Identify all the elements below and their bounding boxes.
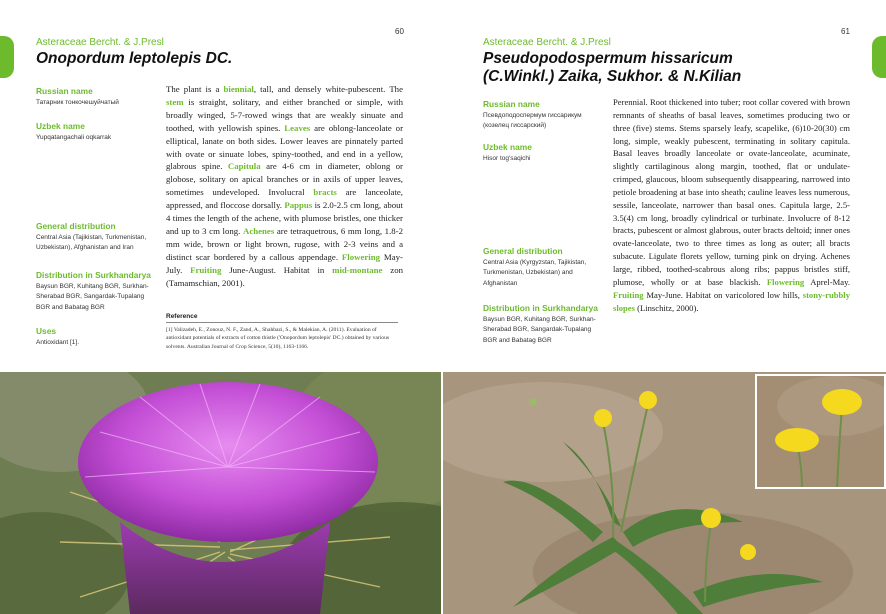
description-right-text: (Linschitz, 2000). (634, 302, 699, 313)
description-left-keyword: biennial (223, 84, 254, 94)
reference-title: Reference (166, 313, 198, 320)
description-left-text: are oblong-lanceolate or elliptical, lanate on both sides. Lower leaves are pinnately parted with ovate or sinuate lobes, spiny-toothed, and end in a yellow, glabrous spine. (166, 122, 404, 172)
left-page-tab (0, 36, 14, 78)
description-left-text: The plant is a (166, 84, 224, 94)
family-name-left: Asteraceae Bercht. & J.Presl (36, 37, 164, 48)
uzbek-name-label-left: Uzbek name (36, 121, 85, 131)
general-distribution-right: Central Asia (Kyrgyzstan, Tajikistan, Turkmenistan, Uzbekistan) and Afghanistan (483, 259, 587, 287)
description-left-text: is 2.0-2.5 cm long, about 4 times the length of the achene, with plumose bristles, one thicker and up to 3 cm long. (166, 200, 403, 236)
species-title-right: Pseudopodospermum hissaricum (C.Winkl.) Zaika, Sukhor. & N.Kilian (483, 50, 742, 85)
page-number-left: 60 (395, 27, 404, 36)
page-number-right: 61 (841, 27, 850, 36)
description-left-keyword: Flowering (341, 251, 381, 262)
description-left-keyword: Leaves (284, 122, 311, 133)
description-right-text: Aprel-May. (804, 276, 850, 287)
description-left-keyword: stem (166, 96, 184, 107)
description-left-keyword: mid-montane (332, 264, 383, 275)
uses-label: Uses (36, 326, 57, 336)
description-right-text: May-June. Habitat on varicolored low hills, (643, 289, 803, 300)
flower-closeup-illustration (757, 376, 884, 487)
family-name-right: Asteraceae Bercht. & J.Presl (483, 37, 611, 48)
reference-divider (166, 322, 398, 323)
description-left-keyword: Capitula (227, 161, 261, 172)
description-left-text: June-August. Habitat in (221, 264, 333, 275)
uzbek-name-right: Hisor tog'saqichi (483, 155, 531, 162)
reference-text: [1] Valizadeh, E., Zonouz, N. F., Zand, A., Shahbazi, S., & Malekian, A. (2011). Evaluation of antioxidant potentials of extracts of cotton thistle ('Onopordum leptolepis' DC.) obtained by various solvents. Australian Journal of Crop Science, 5(10), 1163-1166. (166, 327, 390, 350)
left-page (0, 0, 443, 372)
russian-name-right: Псевдоподоспермум гиссарикум (козелец гиссарский) (483, 112, 582, 130)
description-left-keyword: Fruiting (190, 264, 222, 275)
surkhandarya-distribution-right: Baysun BGR, Kuhitang BGR, Surkhan- Sherabad BGR, Sangardak-Tupalang BGR and Babatag BGR (483, 316, 596, 344)
description-right-text: Perennial. Root thickened into tuber; root collar covered with brown remnants of sheaths of basal leaves, sometimes producing two or three (five) stems. Stems sparsely leafy, scapelike, (6)10-20(30) cm long, simple, weakly pubescent, terminating in solitary capitula. Basal leaves broadly lanceolate or ovate-lanceolate, acuminate, slightly cartilaginous along margin, toothed, flat or undulate-crimped, glaucous, bloom subsequently disappearing, narrowed into petiole broadening at base into sheath; cauline leaves less numerous, sessile, lanceolate, narrower than basal ones. Capitula large, 2.5-3.5(4) cm long, broadly cylindrical or turbinate. Involucre of 8-12 bracts, pubescent or almost glabrous, outer bracts deltoid; inner ones ovate-lanceolate, two to three times as long as outer; all bracts subacute. Ligulate florets yellow, turning pink on drying. Achenes large, ribbed, toothed-scabrous along ribs; pappus bristles stiff, plumose, wholly or at base blackish. (613, 97, 850, 287)
right-page-tab (872, 36, 886, 78)
description-left-keyword: Achenes (242, 225, 275, 236)
description-right-keyword: Flowering (766, 276, 805, 287)
species-title-left: Onopordum leptolepis DC. (36, 50, 233, 67)
general-distribution-label-left: General distribution (36, 221, 116, 231)
russian-name-left: Татарник тонкочешуйчатый (36, 99, 119, 106)
description-left-text: May-July. (166, 251, 403, 275)
description-left-keyword: Pappus (284, 200, 313, 211)
description-right-keyword: stony-rubbly slopes (613, 289, 850, 313)
uzbek-name-left: Yupqatangachali oqkarrak (36, 134, 112, 141)
uzbek-name-label-right: Uzbek name (483, 142, 532, 152)
description-left-text: are lanceolate, appressed, and floccose dorsally. (166, 187, 403, 211)
description-left-keyword: bracts (313, 187, 337, 198)
russian-name-label-left: Russian name (36, 86, 93, 96)
description-left (166, 83, 403, 290)
uses-text: Antioxidant [1]. (36, 339, 79, 346)
description-left-text: zon (Tamamschian, 2001). (166, 264, 403, 288)
description-left-text: are 4-6 cm in diameter, oblong or globose, solitary on apical branches or in axils of upper leaves, sometimes undeveloped. Involucral (166, 161, 403, 198)
surkhandarya-label-right: Distribution in Surkhandarya (483, 303, 598, 313)
general-distribution-label-right: General distribution (483, 246, 563, 256)
description-left-text: are tetraquetrous, 6 mm long, 1.8-2 mm wide, brown or light brown, rugose, with 2-3 veins and a distinct scar bordered by a callous appendage. (166, 225, 403, 262)
description-right-keyword: Fruiting (613, 289, 644, 300)
description-right (613, 96, 850, 314)
flower-closeup-photo (755, 374, 886, 489)
surkhandarya-label-left: Distribution in Surkhandarya (36, 270, 151, 280)
russian-name-label-right: Russian name (483, 99, 540, 109)
description-left-text: , tall, and densely white-pubescent. The (253, 84, 403, 94)
thistle-photo (0, 372, 441, 614)
description-left-text: is straight, solitary, and either branched or simple, with broadly winged, 5-7-rowed wings that are weakly sinuate and toothed, with yellowish spines. (166, 96, 403, 133)
thistle-illustration (0, 372, 441, 614)
surkhandarya-distribution-left: Baysun BGR, Kuhitang BGR, Surkhan- Sherabad BGR, Sangardak-Tupalang BGR and Babatag BGR (36, 283, 149, 311)
general-distribution-left: Central Asia (Tajikistan, Turkmenistan, Uzbekistan), Afghanistan and Iran (36, 234, 147, 252)
